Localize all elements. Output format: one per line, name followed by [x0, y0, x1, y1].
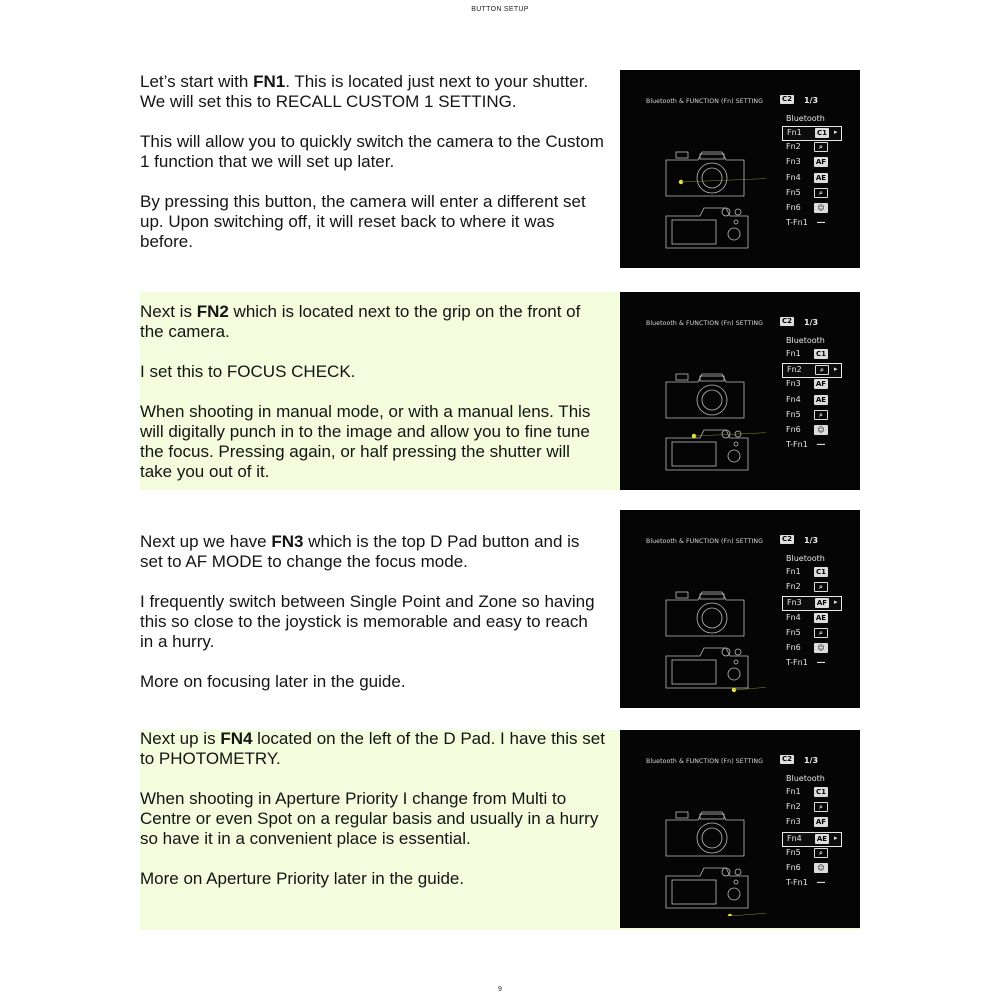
focus-check-icon: ⌕ [815, 365, 829, 375]
section-fn4-text [140, 729, 605, 889]
af-mode-icon: AF [815, 380, 827, 389]
menu-item-fn2 [782, 801, 840, 814]
menu-item-label: Fn5 [786, 627, 801, 637]
menu-item-label: Fn6 [786, 425, 801, 434]
text: which is the top D Pad button and is set to AF MODE to change the focus mode. [140, 532, 580, 571]
custom-1-icon: C1 [815, 568, 826, 576]
zoom-icon: ⌕ [814, 848, 828, 858]
page-number: 9 [498, 986, 502, 993]
menu-item-fn1 [782, 348, 840, 361]
camera-menu-screenshot-fn1 [620, 70, 860, 268]
menu-item-fn6 [782, 424, 840, 437]
button-name: FN1 [253, 72, 286, 91]
menu-list-header: Bluetooth [786, 114, 825, 123]
button-name: FN3 [271, 532, 304, 551]
menu-item-fn3 [782, 156, 840, 169]
none-dash-icon: — [816, 878, 826, 889]
camera-menu-screenshot-fn4 [620, 730, 860, 928]
menu-item-t-fn1 [782, 217, 840, 230]
menu-item-fn5 [782, 409, 840, 422]
face-detect-icon: ☺ [814, 425, 828, 435]
menu-item-label: Fn5 [786, 847, 801, 857]
custom-1-icon: C1 [815, 350, 826, 358]
face-detect-icon: ☺ [814, 203, 828, 213]
menu-item-label: T-Fn1 [786, 218, 808, 228]
camera-diagram-icon [656, 776, 766, 916]
menu-item-fn6 [782, 642, 840, 655]
button-name: FN4 [220, 729, 253, 748]
camera-diagram-icon [656, 556, 766, 696]
menu-item-label: Fn4 [786, 612, 801, 622]
menu-title: Bluetooth & FUNCTION (Fn) SETTING [646, 320, 764, 327]
menu-title: Bluetooth & FUNCTION (Fn) SETTING [646, 98, 764, 105]
camera-diagram-icon [656, 338, 766, 478]
menu-item-label: Fn3 [786, 817, 801, 827]
menu-item-label: Fn6 [786, 863, 801, 872]
text: Next is [140, 302, 197, 321]
menu-item-label: Fn2 [786, 582, 801, 592]
paragraph: I frequently switch between Single Point and Zone so having this so close to the joystick is memorable and easy to reach in a hurry. [140, 592, 595, 651]
photometry-icon: AE [815, 173, 827, 182]
menu-item-label: Fn3 [786, 157, 801, 167]
menu-item-label: T-Fn1 [786, 658, 808, 668]
chevron-right-icon: ▸ [834, 365, 838, 374]
menu-item-fn2 [782, 363, 842, 378]
menu-item-label: Fn3 [786, 379, 801, 389]
menu-item-label: Fn5 [786, 409, 801, 419]
focus-check-icon: ⌕ [814, 802, 828, 812]
text: Next up is [140, 729, 221, 748]
paragraph: This will allow you to quickly switch the camera to the Custom 1 function that we will set up later. [140, 132, 604, 171]
paragraph: More on Aperture Priority later in the guide. [140, 869, 465, 888]
zoom-icon: ⌕ [814, 410, 828, 420]
text: Let’s start with [140, 72, 254, 91]
menu-page-indicator: 1/3 [804, 318, 819, 327]
paragraph: I set this to FOCUS CHECK. [140, 362, 356, 381]
menu-item-fn5 [782, 627, 840, 640]
text: Next up we have [140, 532, 272, 551]
paragraph [140, 72, 605, 112]
section-fn2-text [140, 302, 605, 482]
text: which is located next to the grip on the front of the camera. [140, 302, 581, 341]
text: located on the left of the D Pad. I have this set to PHOTOMETRY. [140, 729, 605, 768]
camera-menu-screenshot-fn2 [620, 292, 860, 490]
menu-item-label: T-Fn1 [786, 440, 808, 450]
paragraph [140, 729, 605, 769]
menu-title: Bluetooth & FUNCTION (Fn) SETTING [646, 758, 764, 765]
menu-item-fn4 [782, 612, 840, 625]
menu-list-header: Bluetooth [786, 554, 825, 563]
menu-tab-badge: C2 [782, 755, 793, 763]
menu-item-fn4 [782, 172, 840, 185]
menu-item-label: T-Fn1 [786, 878, 808, 888]
focus-check-icon: ⌕ [814, 582, 828, 592]
menu-item-t-fn1 [782, 657, 840, 670]
custom-1-icon: C1 [816, 129, 827, 137]
menu-item-label: Fn1 [787, 128, 802, 137]
menu-item-fn2 [782, 141, 840, 154]
menu-item-label: Fn2 [786, 802, 801, 812]
paragraph: When shooting in manual mode, or with a manual lens. This will digitally punch in to the image and allow you to fine tune the focus. Pressing again, or half pressing the shutter will take you out of it. [140, 402, 591, 481]
menu-item-fn2 [782, 581, 840, 594]
menu-tab-badge: C2 [782, 535, 793, 543]
menu-item-label: Fn2 [787, 365, 802, 375]
none-dash-icon: — [816, 218, 826, 229]
camera-menu-screenshot-fn3 [620, 510, 860, 708]
menu-item-fn1 [782, 126, 842, 141]
zoom-icon: ⌕ [814, 188, 828, 198]
menu-tab-badge: C2 [782, 317, 793, 325]
chevron-right-icon: ▸ [834, 598, 838, 607]
menu-item-label: Fn2 [786, 142, 801, 152]
menu-item-label: Fn1 [786, 349, 801, 358]
af-mode-icon: AF [815, 158, 827, 167]
button-name: FN2 [196, 302, 229, 321]
custom-1-icon: C1 [815, 788, 826, 796]
menu-item-t-fn1 [782, 877, 840, 890]
camera-diagram-icon [656, 116, 766, 256]
paragraph: By pressing this button, the camera will enter a different set up. Upon switching off, it will reset back to where it was before. [140, 192, 586, 251]
menu-tab-badge: C2 [782, 95, 793, 103]
paragraph: When shooting in Aperture Priority I change from Multi to Centre or even Spot on a regular basis and usually in a hurry so have it in a convenient place is essential. [140, 789, 599, 848]
menu-title: Bluetooth & FUNCTION (Fn) SETTING [646, 538, 764, 545]
menu-item-fn3 [782, 816, 840, 829]
chevron-right-icon: ▸ [834, 833, 838, 842]
zoom-icon: ⌕ [814, 628, 828, 638]
menu-page-indicator: 1/3 [804, 756, 819, 765]
af-mode-icon: AF [816, 599, 828, 608]
menu-item-fn5 [782, 847, 840, 860]
menu-item-fn6 [782, 202, 840, 215]
menu-item-label: Fn4 [787, 833, 802, 843]
menu-page-indicator: 1/3 [804, 536, 819, 545]
menu-item-fn5 [782, 187, 840, 200]
face-detect-icon: ☺ [814, 863, 828, 873]
menu-item-label: Fn6 [786, 643, 801, 652]
af-mode-icon: AF [815, 818, 827, 827]
menu-item-fn4 [782, 832, 842, 847]
menu-item-fn3 [782, 378, 840, 391]
text: . This is located just next to your shutter. We will set this to RECALL CUSTOM 1 SETTING. [140, 72, 589, 111]
menu-item-label: Fn3 [787, 598, 802, 608]
photometry-icon: AE [815, 395, 827, 404]
menu-item-label: Fn4 [786, 172, 801, 182]
photometry-icon: AE [815, 613, 827, 622]
menu-item-fn1 [782, 786, 840, 799]
paragraph [140, 302, 605, 342]
section-fn1-text [140, 72, 605, 252]
menu-item-label: Fn6 [786, 203, 801, 212]
menu-list-header: Bluetooth [786, 774, 825, 783]
menu-item-fn1 [782, 566, 840, 579]
menu-item-label: Fn4 [786, 394, 801, 404]
menu-item-fn3 [782, 596, 842, 611]
focus-check-icon: ⌕ [814, 142, 828, 152]
menu-list-header: Bluetooth [786, 336, 825, 345]
menu-item-label: Fn1 [786, 567, 801, 576]
menu-page-indicator: 1/3 [804, 96, 819, 105]
photometry-icon: AE [816, 834, 828, 843]
menu-item-t-fn1 [782, 439, 840, 452]
paragraph [140, 532, 605, 572]
page-header: BUTTON SETUP [471, 6, 529, 13]
none-dash-icon: — [816, 658, 826, 669]
menu-item-label: Fn5 [786, 187, 801, 197]
paragraph: More on focusing later in the guide. [140, 672, 406, 691]
chevron-right-icon: ▸ [834, 128, 838, 136]
section-fn3-text [140, 532, 605, 692]
menu-item-fn4 [782, 394, 840, 407]
menu-item-label: Fn1 [786, 787, 801, 796]
none-dash-icon: — [816, 440, 826, 451]
menu-item-fn6 [782, 862, 840, 875]
face-detect-icon: ☺ [814, 643, 828, 653]
